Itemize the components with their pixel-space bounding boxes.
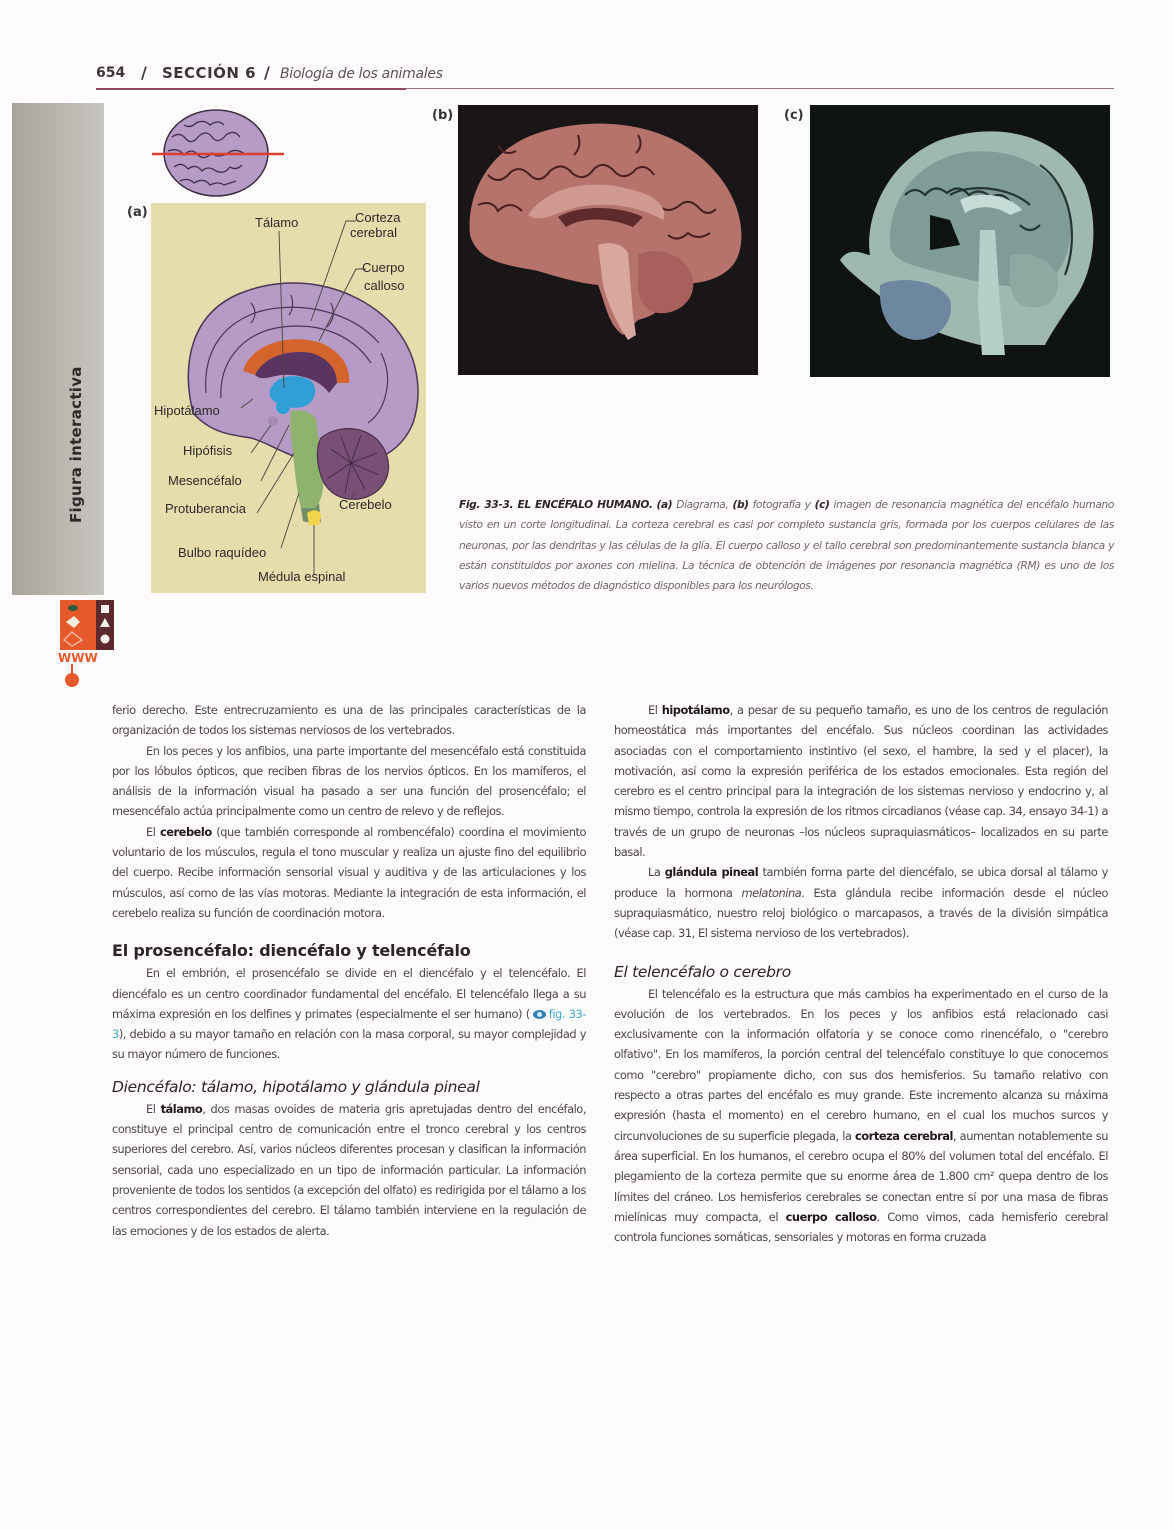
mri-image <box>810 105 1110 377</box>
brain-sagittal-diagram <box>151 203 426 593</box>
panel-a-label: (a) <box>127 205 148 220</box>
interactive-figure-sidebar <box>12 103 104 665</box>
label-protuberancia: Protuberancia <box>165 501 246 516</box>
section-title: SECCIÓN 6 <box>162 64 257 82</box>
label-hipofisis: Hipófisis <box>183 443 233 458</box>
section-heading: El prosencéfalo: diencéfalo y telencéfalo <box>112 941 471 961</box>
label-mesencefalo: Mesencéfalo <box>168 473 242 488</box>
figure-caption <box>459 495 1114 596</box>
brain-top-view-illustration <box>150 107 290 199</box>
caption-tag-a: (a) <box>656 499 673 511</box>
sidebar-label: Figura interactiva <box>67 366 85 523</box>
running-header <box>96 62 1114 88</box>
caption-text: Diagrama, <box>672 499 733 511</box>
paragraph: En los peces y los anfibios, una parte importante del mesencéfalo está constituida por los lóbulos ópticos, que reciben fibras de los nervios ópticos. En los mamíferos, el análisis de la información visual ha pasado a ser una función del prosencéfalo; el mesencéfalo actúa principalmente como un centro de relevo y de reflejos. <box>112 743 586 819</box>
www-label: WWW <box>58 651 98 665</box>
page-number: 654 <box>96 65 126 81</box>
paragraph: La glándula pineal también forma parte del diencéfalo, se ubica dorsal al tálamo y produce la hormona melatonina. Esta glándula recibe información desde el núcleo supraquiasmático, nuestro reloj biológico o marcapasos, a través de la división simpática (véase cap. 31, El sistema nervioso de los vertebrados). <box>614 865 1108 941</box>
www-media-icon[interactable] <box>58 598 116 688</box>
term-hipotalamo: hipotálamo <box>661 703 730 717</box>
figure-reference-link[interactable]: fig. 33-3 <box>112 1006 586 1042</box>
caption-text: imagen de resonancia magnética del encéfalo humano visto en un corte longitudinal. La corteza cerebral es casi por completo sustancia gris, formada por los cuerpos celulares de las neuronas, por las dendritas y las células de la glía. El cuerpo calloso y el tallo cerebral son predominantemente sustancia blanca y están constituidos por axones con mielina. La técnica de obtención de imágenes por resonancia magnética (RM) es uno de los varios nuevos métodos de diagnóstico disponibles para los neurólogos. <box>459 499 1114 593</box>
label-hipotalamo: Hipotálamo <box>154 403 220 418</box>
caption-title: Fig. 33-3. EL ENCÉFALO HUMANO. <box>459 499 653 511</box>
label-cuerpo-2: calloso <box>364 278 405 293</box>
paragraph: El hipotálamo, a pesar de su pequeño tamaño, es uno de los centros de regulación homeostática más importantes del encéfalo. Sus núcleos coordinan las actividades asociadas con el comportamiento instintivo (el sexo, el hambre, la sed y el placer), la motivación, así como la expresión periférica de los estados emocionales. Esta región del cerebro es el centro principal para la integración de los sistemas nervioso y endocrino y, al mismo tiempo, controla la expresión de los ritmos circadianos (véase cap. 34, ensayo 34-1) a través de un grupo de neuronas –los núcleos supraquiasmáticos– localizados en su parte basal. <box>614 703 1108 860</box>
section-subtitle: Biología de los animales <box>280 66 443 82</box>
header-rule <box>406 88 1114 89</box>
left-column <box>112 700 586 1241</box>
term-glandula-pineal: glándula pineal <box>664 865 759 880</box>
header-rule-accent <box>96 88 406 90</box>
label-medula: Médula espinal <box>258 569 346 584</box>
header-separator: / <box>141 63 147 82</box>
right-column <box>614 700 1108 1247</box>
caption-tag-c: (c) <box>814 499 830 511</box>
subsection-heading: El telencéfalo o cerebro <box>614 962 791 981</box>
caption-tag-b: (b) <box>732 499 749 511</box>
term-talamo: tálamo <box>160 1101 203 1116</box>
term-corteza-cerebral: corteza cerebral <box>855 1128 953 1143</box>
label-cuerpo-1: Cuerpo <box>362 260 405 275</box>
paragraph: El tálamo, dos masas ovoides de materia gris apretujadas dentro del encéfalo, constituye el principal centro de comunicación entre el tronco cerebral y los centros superiores del cerebro. Así, varios núcleos diferentes procesan y clasifican la información sensorial, cada uno especializado en un tipo de información particular. La información proveniente de todos los sentidos (a excepción del olfato) es redirigida por el tálamo a los centros correspondientes del cerebro. El tálamo también interviene en la regulación de las emociones y de los estados de alerta. <box>112 1101 587 1238</box>
term-cuerpo-calloso: cuerpo calloso <box>785 1209 877 1224</box>
paragraph: ferio derecho. Este entrecruzamiento es una de las principales características de la organización de todos los sistemas nerviosos de los vertebrados. <box>112 703 586 738</box>
paragraph: En el embrión, el prosencéfalo se divide en el diencéfalo y el telencéfalo. El diencéfalo es un centro coordinador fundamental del encéfalo. El telencéfalo llega a su máxima expresión en los delfines y primates (especialmente el ser humano) ( fig. 33-3), debido a su mayor tamaño en relación con la masa corporal, su mayor complejidad y su mayor número de funciones. <box>112 966 586 1062</box>
brain-photograph <box>458 105 758 375</box>
label-cerebelo: Cerebelo <box>339 497 392 512</box>
label-corteza-2: cerebral <box>350 225 397 240</box>
label-talamo: Tálamo <box>255 215 299 230</box>
panel-c-label: (c) <box>784 108 804 123</box>
paragraph: El cerebelo (que también corresponde al rombencéfalo) coordina el movimiento voluntario de los músculos, regula el tono muscular y realiza un ajuste fino del equilibrio del cuerpo. Recibe información sensorial visual y auditiva y de las articulaciones y los músculos, así como de las vías motoras. Mediante la integración de esta información, el cerebelo realiza su función de coordinación motora. <box>112 824 586 920</box>
label-corteza-1: Corteza <box>355 210 401 225</box>
panel-b-label: (b) <box>432 108 454 123</box>
term-cerebelo: cerebelo <box>159 824 212 839</box>
term-melatonina: melatonina <box>741 885 802 900</box>
label-bulbo: Bulbo raquídeo <box>178 545 267 560</box>
eye-icon[interactable] <box>533 1010 546 1019</box>
paragraph: El telencéfalo es la estructura que más cambios ha experimentado en el curso de la evolución de los vertebrados. En los peces y los anfibios está relacionado casi exclusivamente con la información olfatoria y se conoce como rinencéfalo, o "cerebro olfativo". En los mamíferos, la porción central del telencéfalo constituye lo que conocemos como "cerebro" propiamente dicho, con sus dos hemisferios. Su tamaño relativo con respecto a otras partes del encéfalo es muy grande. Este incremento alcanza su máxima expresión (hasta el momento) en el cerebro humano, en el cual los muchos surcos y circunvoluciones de su superficie plegada, la corteza cerebral, aumentan notablemente su área superficial. En los humanos, el cerebro ocupa el 80% del volumen total del encéfalo. El plegamiento de la corteza permite que su enorme área de 1.800 cm² quepa dentro de los límites del cráneo. Los hemisferios cerebrales se conectan entre sí por una masa de fibras mielínicas muy compacta, el cuerpo calloso. Como vimos, cada hemisferio cerebral controla funciones somáticas, sensoriales y motoras en forma cruzada <box>614 986 1108 1245</box>
subsection-heading: Diencéfalo: tálamo, hipotálamo y glándula pineal <box>112 1077 480 1096</box>
header-separator: / <box>264 63 270 82</box>
caption-text: fotografía y <box>748 499 815 511</box>
